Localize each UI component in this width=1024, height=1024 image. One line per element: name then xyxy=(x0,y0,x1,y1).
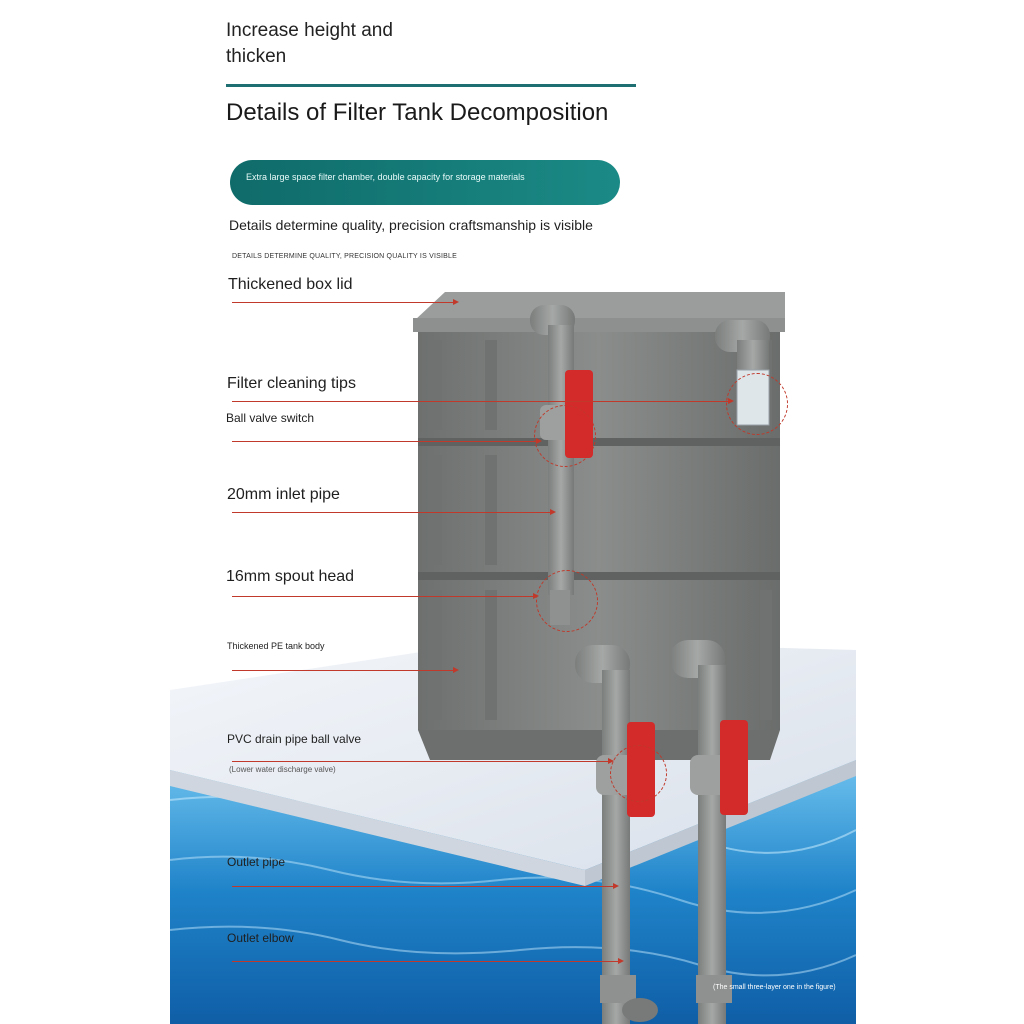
label-cleaning-tips: Filter cleaning tips xyxy=(227,375,356,392)
label-ball-valve: Ball valve switch xyxy=(226,411,315,425)
label-tank-body: Thickened PE tank body xyxy=(227,641,325,651)
label-drain-note: (Lower water discharge valve) xyxy=(229,765,336,774)
arrow-spout-head xyxy=(232,596,537,597)
feature-pill-text: Extra large space filter chamber, double capacity for storage materials xyxy=(246,172,525,182)
callout-circle-valve xyxy=(534,405,596,467)
label-outlet-pipe: Outlet pipe xyxy=(227,855,286,869)
label-drain-valve: PVC drain pipe ball valve xyxy=(227,732,362,746)
figure-caption: (The small three-layer one in the figure) xyxy=(713,984,836,991)
header-line-1: Increase height and xyxy=(226,20,393,41)
tagline: Details determine quality, precision craftsmanship is visible xyxy=(229,217,593,233)
label-box-lid: Thickened box lid xyxy=(228,276,353,293)
arrow-box-lid xyxy=(232,302,457,303)
arrow-tank-body xyxy=(232,670,457,671)
arrow-drain-valve xyxy=(232,761,612,762)
callout-circle-spout xyxy=(536,570,598,632)
arrow-outlet-pipe xyxy=(232,886,617,887)
label-spout-head: 16mm spout head xyxy=(226,568,355,585)
arrow-outlet-elbow xyxy=(232,961,622,962)
arrow-ball-valve xyxy=(232,441,540,442)
callout-circle-cleaning xyxy=(726,373,788,435)
label-inlet-pipe: 20mm inlet pipe xyxy=(227,486,340,503)
header-line-2: thicken xyxy=(226,46,287,67)
tank xyxy=(413,292,785,760)
callout-circle-drain xyxy=(610,745,667,802)
page-title: Details of Filter Tank Decomposition xyxy=(226,99,609,126)
arrow-inlet-pipe xyxy=(232,512,554,513)
tagline-caps: DETAILS DETERMINE QUALITY, PRECISION QUALITY IS VISIBLE xyxy=(232,253,457,260)
arrow-cleaning-tips xyxy=(232,401,732,402)
label-outlet-elbow: Outlet elbow xyxy=(227,931,294,945)
